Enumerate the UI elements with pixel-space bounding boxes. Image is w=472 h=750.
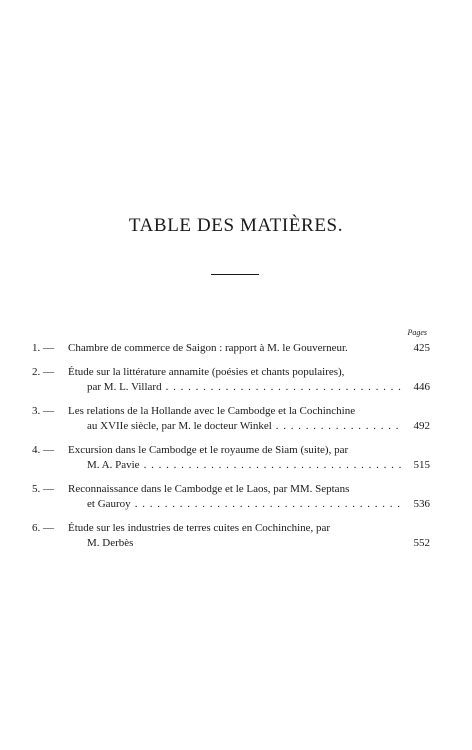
toc-entry-page: 515 (413, 459, 430, 471)
toc-entry-title: Les relations de la Hollande avec le Cambodge et la Cochinchine (68, 405, 356, 417)
toc-entry-title: Excursion dans le Cambodge et le royaume de Siam (suite), par (68, 444, 349, 456)
toc-entry-title-continued: au XVIIe siècle, par M. le docteur Winkel (87, 420, 272, 432)
table-of-contents (32, 341, 430, 560)
toc-entry (32, 443, 430, 473)
toc-entry-number: 2. — (32, 366, 54, 378)
toc-entry-page: 536 (413, 498, 430, 510)
toc-entry-page: 446 (413, 381, 430, 393)
pages-column-label: Pages (407, 328, 427, 337)
toc-entry (32, 521, 430, 551)
toc-entry (32, 404, 430, 434)
toc-entry-number: 5. — (32, 483, 54, 495)
toc-entry-page: 425 (413, 342, 430, 354)
toc-entry-number: 1. — (32, 342, 54, 354)
toc-entry-number: 3. — (32, 405, 54, 417)
toc-entry (32, 482, 430, 512)
dot-leader (144, 458, 402, 473)
title-divider (211, 274, 259, 275)
toc-entry (32, 365, 430, 395)
toc-entry-page: 492 (413, 420, 430, 432)
toc-entry-number: 6. — (32, 522, 54, 534)
page-title: TABLE DES MATIÈRES. (128, 215, 344, 236)
toc-entry-number: 4. — (32, 444, 54, 456)
toc-entry-title-continued: M. A. Pavie (87, 459, 140, 471)
toc-entry-title: Reconnaissance dans le Cambodge et le Laos, par MM. Septans (68, 483, 350, 495)
dot-leader (135, 497, 402, 512)
toc-entry-title-continued: et Gauroy (87, 498, 131, 510)
toc-entry-title-continued: par M. L. Villard (87, 381, 162, 393)
dot-leader (276, 419, 402, 434)
toc-entry-title-continued: M. Derbès (87, 537, 134, 549)
toc-entry-page: 552 (413, 537, 430, 549)
toc-entry-title: Étude sur la littérature annamite (poésies et chants populaires), (68, 366, 345, 378)
toc-entry-title: Chambre de commerce de Saigon : rapport à M. le Gouverneur. (68, 342, 348, 354)
toc-entry (32, 341, 430, 356)
toc-entry-title: Étude sur les industries de terres cuites en Cochinchine, par (68, 522, 331, 534)
dot-leader (166, 380, 402, 395)
